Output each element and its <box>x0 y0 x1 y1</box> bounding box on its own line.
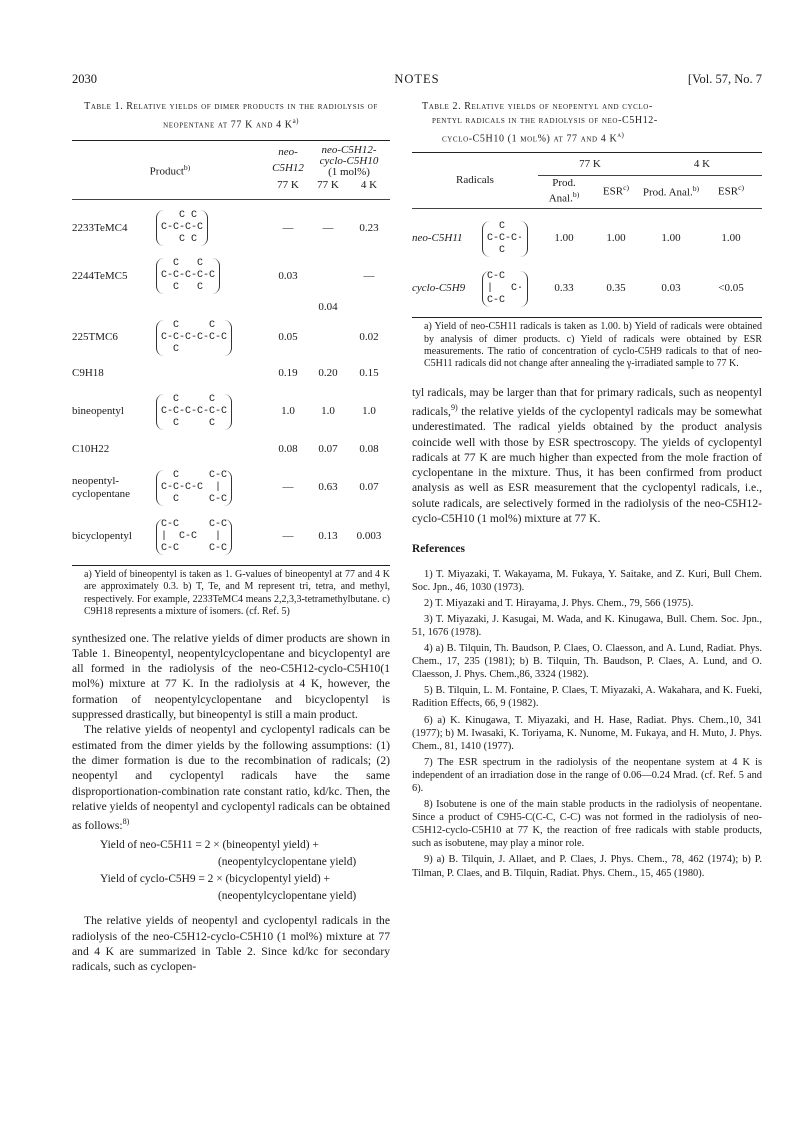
table-row: 225TMC6 C C C-C-C-C-C-C C 0.05 0.02 <box>72 319 379 355</box>
structure-formula: C-C C-C | C-C | C-C C-C <box>156 519 232 555</box>
paragraph: synthesized one. The relative yields of dimer products are shown in Table 1. Bineopentyl, neopentylcyclopentane and bicyclopentyl are all formed in the radiolysis of the neo-C5H12-cyclo-C5H10(1 mol%) mixture at 77 K. In the radiolysis at 4 K, however, the formation of neopentylcyclopentane and bicyclopentyl is suppressed drastically, but bineopentyl is still a main product. <box>72 631 390 722</box>
table-row: 2244TeMC5 C C C-C-C-C-C C C 0.03 — <box>72 258 375 294</box>
table2-header-radicals: Radicals <box>456 173 494 186</box>
reference-item: 4) a) B. Tilquin, Th. Baudson, P. Claes, O. Claesson, and A. Lund, Radiat. Phys. Chem., 17, 235 (1981); b) B. Tilquin, Th. Baudson, P. Claes, A. Lund, and O. Claesson, J. Phys. Chem.,86, 3324 (1982). <box>412 643 762 681</box>
table2-footnote: a) Yield of neo-C5H11 radicals is taken as 1.00. b) Yield of radicals were obtained by analysis of dimer products. c) Yield of radicals were obtained by ESR measurements. The ratio of concentration of cyclo-C5H9 radicals to that of neo-C5H11 radicals did not change after annealing the γ-irradiated sample to 77 K. <box>424 321 762 370</box>
table1 <box>72 145 390 561</box>
table2-header-row-2: Prod. Anal.$^{b)}$ ESR$^{c)}$ Prod. Anal.$^{b)}$ ESR$^{c)}$ <box>548 176 745 205</box>
table-row: C9H18 0.19 0.20 0.15 <box>72 367 379 380</box>
reference-item: 2) T. Miyazaki and T. Hirayama, J. Phys. Chem., 79, 566 (1975). <box>424 597 694 609</box>
reference-item: 3) T. Miyazaki, J. Kasugai, M. Wada, and K. Kinugawa, Bull. Chem. Soc. Jpn., 51, 1676 (1978). <box>412 613 762 638</box>
section-title: NOTES <box>394 72 440 86</box>
right-column <box>412 100 762 883</box>
paragraph: The relative yields of neopentyl and cyclopentyl radicals in the radiolysis of the neo-C5H12-cyclo-C5H10 (1 mol%) mixture at 77 and 4 K are summarized in Table 2. Since kd/kc for secondary radicals, such as cyclopen- <box>72 914 390 974</box>
table1-header-mix: neo-C5H12- cyclo-C5H10 (1 mol%) <box>319 144 379 179</box>
table-row: bicyclopentyl C-C C-C | C-C | C-C C-C — 0.13 0.003 <box>72 518 382 554</box>
table2-bottom-rule <box>412 317 762 318</box>
table-row: C10H22 0.08 0.07 0.08 <box>72 443 379 456</box>
left-body-text <box>72 631 390 975</box>
structure-formula: C-C | C· C-C <box>482 271 528 307</box>
references-title: References <box>412 543 465 556</box>
volume-info: [Vol. 57, No. 7 <box>687 72 762 86</box>
page-number: 2030 <box>72 72 97 86</box>
reference-item: 9) a) B. Tilquin, J. Allaet, and P. Claes, J. Phys. Chem., 78, 462 (1974); b) P. Tilman, P. Claes, and B. Tilquin, Radiat. Phys. Chem., 15, 465 (1980). <box>412 854 762 879</box>
reference-item: 5) B. Tilquin, L. M. Fontaine, P. Claes, T. Miyazaki, A. Wakahara, and K. Fueki, Radition Effects, 66, 9 (1982). <box>412 685 762 710</box>
table-row: 2233TeMC4 C C C-C-C-C C C — — 0.23 <box>72 210 379 246</box>
reference-item: 7) The ESR spectrum in the radiolysis of the neopentane system at 4 K is independent of an irradiation dose in the range of 0.06—0.24 Mrad. (cf. Ref. 5 and 6). <box>412 756 762 794</box>
paragraph: tyl radicals, may be larger than that for primary radicals, such as neopentyl radicals,$^{9)}$ the relative yields of the cyclopentyl radicals may be somewhat underestimated. The radical yields obtained by the product analysis coincide well with those by ESR spectroscopy. The yields of cyclopentyl radicals at 77 K are much higher than expected from the mole fraction of cyclopentane in the mixture. Thus, it has been confirmed from product analysis as well as ESR measurement that the cyclopentyl radicals, i.e., solute radicals, are selectively formed in the radiolysis of the neo-C5H12-cyclo-C5H10 (1 mol%) mixture at 77 K. <box>412 385 762 525</box>
table2-header-77k: 77 K <box>538 155 642 175</box>
equation-neopentyl: Yield of neo-C5H11 = 2 × (bineopentyl yield) + (neopentylcyclopentane yield) <box>100 839 357 869</box>
table1-header-77k-mix: 77 K <box>317 179 339 192</box>
structure-formula: C C C-C-C-C-C C C <box>156 258 220 294</box>
table1-bottom-rule <box>72 565 390 566</box>
table1-caption: Table 1. Relative yields of dimer products in the radiolysis of neopentane at 77 K and 4 $K^{a)}$ <box>84 101 378 131</box>
table1-header-4k-mix: 4 K <box>360 179 378 192</box>
table1-top-rule <box>72 140 390 141</box>
table1-header-77k-neo: 77 K <box>277 179 299 192</box>
table-row: neopentyl- cyclopentane C C-C C-C-C-C | C C-C — 0.63 0.07 <box>72 469 379 505</box>
table1-header-row-1 <box>72 145 390 178</box>
running-header <box>72 72 762 90</box>
table2-top-rule <box>412 152 762 153</box>
table-row: neo-C5H11 C C-C-C· C 1.00 1.00 1.00 1.00 <box>412 220 741 256</box>
structure-formula: C C C-C-C-C C C <box>156 210 208 246</box>
table2-header-row-1 <box>412 155 762 175</box>
table1-header-product: Product$^{b)}$ <box>149 162 191 178</box>
references-list <box>412 568 762 880</box>
reference-item: 8) Isobutene is one of the main stable products in the radiolysis of neopentane. Since a product of C9H5-C(C-C, C-C) was not formed in the radiolysis of neo-C5H12-cyclo-C5H10 at 77 K, the reaction of free radicals with stable products, such as isobutene, may play a minor role. <box>412 799 762 850</box>
reference-item: 1) T. Miyazaki, T. Wakayama, M. Fukaya, Y. Saitake, and Z. Kuri, Bull Chem. Soc. Jpn., 46, 1030 (1973). <box>412 568 762 593</box>
table2-header-4k: 4 K <box>642 155 762 175</box>
table1-header-neo: neo-C5H12 <box>272 146 304 174</box>
table-row: 0.04 <box>318 300 338 313</box>
equation-cyclopentyl: Yield of cyclo-C5H9 = 2 × (bicyclopentyl yield) + (neopentylcyclopentane yield) <box>100 873 357 903</box>
reference-item: 6) a) K. Kinugawa, T. Miyazaki, and H. Hase, Radiat. Phys. Chem.,10, 341 (1977); b) M. Iwasaki, K. Toriyama, K. Nunome, M. Fukaya, and H. Muto, J. Phys. Chem., 81, 1410 (1977). <box>412 714 762 752</box>
structure-formula: C C-C C-C-C-C | C C-C <box>156 470 232 506</box>
paragraph: The relative yields of neopentyl and cyclopentyl radicals can be estimated from the dimer yields by the following assumptions: (1) the dimer formation is due to the recombination of radicals; (2) neopentyl and cyclopentyl radicals have the same disproportionation-combination rate constant ratio, kd/kc. Then, the relative yields of neopentyl and cyclopentyl radicals can be obtained as follows:$^{8)}$ <box>72 723 390 832</box>
table-row: cyclo-C5H9 C-C | C· C-C 0.33 0.35 0.03 <0.05 <box>412 270 744 306</box>
structure-formula: C C C-C-C-C-C-C C <box>156 320 232 356</box>
table1-footnote: a) Yield of bineopentyl is taken as 1. G-values of bineopentyl at 77 and 4 K are approximately 0.3. b) T, Te, and M represent tri, tetra, and methyl, respectively. For example, 2233TeMC4 means 2,2,3,3-tetramethylbutane. c) C9H18 represents a mixture of isomers. (cf. Ref. 5) <box>84 568 390 618</box>
table2 <box>412 155 762 313</box>
table2-caption: Table 2. Relative yields of neopentyl and cyclo- pentyl radicals in the radiolysis of neo-C5H12- cyclo-C5H10 (1 mol%) at 77 and 4 $K^{a)}$ <box>422 101 658 145</box>
structure-formula: C C-C-C· C <box>482 221 528 257</box>
left-column <box>72 100 390 974</box>
right-body-text <box>412 385 762 527</box>
structure-formula: C C C-C-C-C-C-C C C <box>156 394 232 430</box>
table-row: bineopentyl C C C-C-C-C-C-C C C 1.0 1.0 1.0 <box>72 393 376 429</box>
